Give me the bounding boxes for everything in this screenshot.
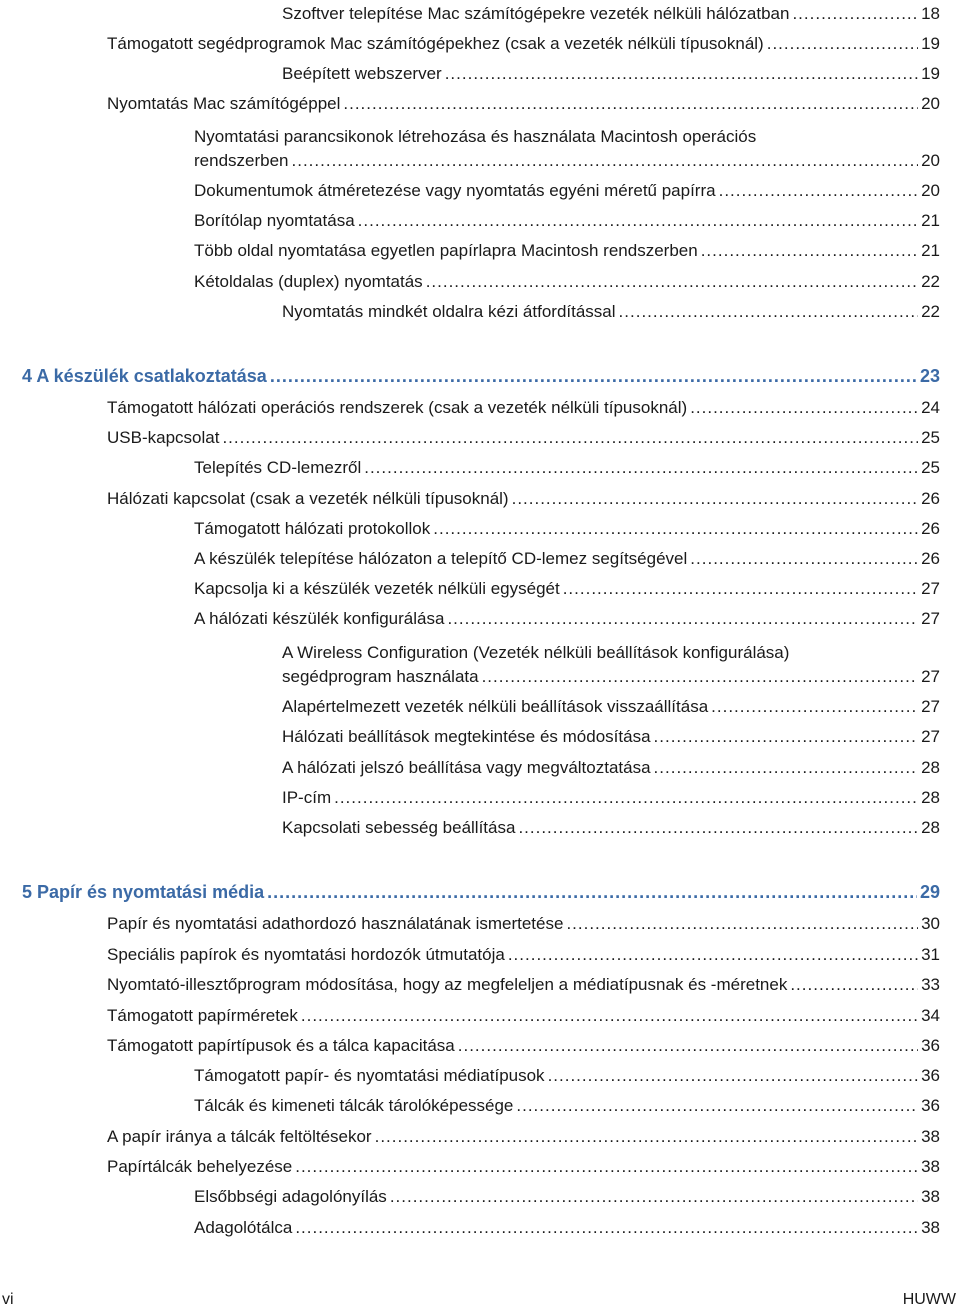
toc-entry[interactable]	[107, 33, 940, 55]
toc-entry[interactable]	[194, 180, 940, 202]
toc-leader-dots	[719, 180, 918, 202]
toc-entry[interactable]	[282, 3, 940, 25]
toc-leader-dots	[222, 427, 918, 449]
toc-leader-dots	[390, 1186, 918, 1208]
toc-entry[interactable]	[194, 1186, 940, 1208]
toc-leader-dots	[516, 1095, 918, 1117]
toc-entry[interactable]	[194, 608, 940, 630]
toc-chapter-page: 23	[919, 366, 940, 386]
toc-entry-page: 22	[921, 302, 940, 321]
toc-entry-title: Kapcsolati sebesség beállítása	[282, 818, 516, 837]
toc-leader-dots	[619, 301, 919, 323]
toc-entry-title-line1: Nyomtatási parancsikonok létrehozása és használata Macintosh operációs	[194, 127, 757, 146]
toc-entry-page: 18	[921, 4, 940, 23]
toc-leader-dots	[563, 578, 918, 600]
toc-leader-dots	[433, 518, 918, 540]
toc-entry-title: Telepítés CD-lemezről	[194, 458, 362, 477]
toc-leader-dots	[711, 696, 918, 718]
toc-entry[interactable]	[107, 1156, 940, 1178]
toc-entry[interactable]	[282, 787, 940, 809]
toc-entry[interactable]	[107, 397, 940, 419]
toc-leader-dots	[295, 1156, 918, 1178]
toc-entry-title: Elsőbbségi adagolónyílás	[194, 1187, 387, 1206]
toc-entry-title: rendszerben	[194, 151, 289, 170]
toc-entry-page: 19	[921, 34, 940, 53]
toc-entry[interactable]	[107, 1005, 940, 1027]
toc-entry[interactable]	[107, 974, 940, 996]
toc-entry-title: A készülék telepítése hálózaton a telepítő CD-lemez segítségével	[194, 549, 688, 568]
toc-entry-page: 19	[921, 64, 940, 83]
toc-leader-dots	[343, 93, 918, 115]
toc-entry-page: 20	[921, 94, 940, 113]
toc-leader-dots	[458, 1035, 918, 1057]
toc-entry-title: IP-cím	[282, 788, 332, 807]
toc-entry[interactable]	[282, 63, 940, 85]
toc-entry-page: 36	[921, 1096, 940, 1115]
toc-leader-dots	[767, 33, 918, 55]
toc-entry-page: 27	[921, 697, 940, 716]
toc-leader-dots	[301, 1005, 918, 1027]
footer-locale-code: HUWW	[902, 1291, 956, 1308]
toc-entry-title: Dokumentumok átméretezése vagy nyomtatás egyéni méretű papírra	[194, 181, 716, 200]
toc-entry-page: 38	[921, 1157, 940, 1176]
toc-leader-dots	[690, 397, 918, 419]
toc-entry-page: 25	[921, 458, 940, 477]
toc-entry[interactable]	[194, 518, 940, 540]
toc-entry-page: 28	[921, 788, 940, 807]
toc-entry[interactable]	[107, 913, 940, 935]
toc-entry-title: segédprogram használata	[282, 667, 479, 686]
toc-entry[interactable]	[194, 240, 940, 262]
toc-entry[interactable]	[282, 817, 940, 839]
toc-leader-dots	[358, 210, 918, 232]
toc-entry[interactable]	[282, 726, 940, 748]
toc-entry-title: Támogatott hálózati operációs rendszerek (csak a vezeték nélküli típusoknál)	[107, 398, 688, 417]
toc-entry[interactable]	[194, 271, 940, 293]
toc-leader-dots	[792, 3, 918, 25]
toc-leader-dots	[518, 817, 918, 839]
toc-entry-page: 33	[921, 975, 940, 994]
toc-entry-page: 26	[921, 519, 940, 538]
toc-entry[interactable]	[107, 427, 940, 449]
toc-entry-page: 22	[921, 272, 940, 291]
toc-entry-title: Hálózati beállítások megtekintése és módosítása	[282, 727, 651, 746]
toc-entry[interactable]	[282, 696, 940, 718]
toc-entry-title: Alapértelmezett vezeték nélküli beállítások visszaállítása	[282, 697, 709, 716]
toc-entry[interactable]	[107, 1126, 940, 1148]
toc-entry-page: 30	[921, 914, 940, 933]
toc-entry[interactable]	[194, 1065, 940, 1087]
toc-entry-page: 38	[921, 1127, 940, 1146]
toc-leader-dots	[690, 548, 918, 570]
toc-entry[interactable]	[194, 578, 940, 600]
toc-entry-title: Nyomtató-illesztőprogram módosítása, hogy az megfeleljen a médiatípusnak és -méretnek	[107, 975, 788, 994]
toc-leader-dots	[701, 240, 918, 262]
page-number: vi	[2, 1291, 14, 1308]
toc-entry-page: 21	[921, 211, 940, 230]
toc-entry[interactable]	[107, 93, 940, 115]
toc-entry-title: Hálózati kapcsolat (csak a vezeték nélküli típusoknál)	[107, 489, 509, 508]
toc-entry-title: A hálózati jelszó beállítása vagy megváltoztatása	[282, 758, 651, 777]
toc-entry-page: 20	[921, 181, 940, 200]
toc-entry[interactable]	[194, 548, 940, 570]
toc-leader-dots	[482, 666, 919, 688]
toc-entry-title: USB-kapcsolat	[107, 428, 220, 447]
toc-entry-title: Támogatott segédprogramok Mac számítógépekhez (csak a vezeték nélküli típusoknál)	[107, 34, 764, 53]
toc-entry-title: Tálcák és kimeneti tálcák tárolóképessége	[194, 1096, 514, 1115]
toc-entry[interactable]	[282, 757, 940, 779]
toc-entry[interactable]	[194, 457, 940, 479]
toc-entry-page: 25	[921, 428, 940, 447]
toc-entry-page: 28	[921, 818, 940, 837]
toc-entry-page: 34	[921, 1006, 940, 1025]
toc-entry-title: Támogatott hálózati protokollok	[194, 519, 431, 538]
toc-entry-page: 27	[921, 579, 940, 598]
toc-entry-title: Speciális papírok és nyomtatási hordozók útmutatója	[107, 945, 505, 964]
toc-leader-dots	[566, 913, 918, 935]
toc-entry[interactable]	[107, 1035, 940, 1057]
toc-chapter-heading[interactable]	[22, 881, 940, 903]
toc-leader-dots	[334, 787, 918, 809]
toc-entry-title: Nyomtatás Mac számítógéppel	[107, 94, 341, 113]
toc-entry-page: 36	[921, 1066, 940, 1085]
toc-leader-dots	[445, 63, 918, 85]
toc-entry-page: 36	[921, 1036, 940, 1055]
toc-entry-page: 21	[921, 241, 940, 260]
toc-entry-page: 28	[921, 758, 940, 777]
toc-leader-dots	[512, 488, 918, 510]
toc-entry-page: 31	[921, 945, 940, 964]
toc-entry-title: Támogatott papírtípusok és a tálca kapacitása	[107, 1036, 455, 1055]
toc-entry-title: Támogatott papírméretek	[107, 1006, 298, 1025]
toc-entry[interactable]	[107, 944, 940, 966]
toc-leader-dots	[654, 757, 919, 779]
toc-entry-title: Kapcsolja ki a készülék vezeték nélküli egységét	[194, 579, 560, 598]
toc-entry-page: 26	[921, 549, 940, 568]
toc-leader-dots	[426, 271, 918, 293]
toc-leader-dots	[447, 608, 918, 630]
toc-entry-title: Borítólap nyomtatása	[194, 211, 355, 230]
toc-entry-title: Nyomtatás mindkét oldalra kézi átfordítással	[282, 302, 616, 321]
toc-entry-title: Papírtálcák behelyezése	[107, 1157, 293, 1176]
toc-leader-dots	[295, 1217, 918, 1239]
toc-entry[interactable]	[194, 1095, 940, 1117]
toc-chapter-page: 29	[919, 882, 940, 902]
toc-entry-title: Adagolótálca	[194, 1218, 293, 1237]
toc-entry[interactable]	[194, 210, 940, 232]
toc-leader-dots	[548, 1065, 919, 1087]
toc-entry[interactable]	[282, 639, 940, 688]
toc-chapter-title: 4 A készülék csatlakoztatása	[22, 366, 267, 386]
toc-leader-dots	[364, 457, 918, 479]
toc-entry-title: A hálózati készülék konfigurálása	[194, 609, 445, 628]
toc-chapter-title: 5 Papír és nyomtatási média	[22, 882, 265, 902]
toc-entry-page: 27	[921, 667, 940, 686]
toc-entry-title: Beépített webszerver	[282, 64, 442, 83]
toc-entry-title: Papír és nyomtatási adathordozó használatának ismertetése	[107, 914, 564, 933]
toc-entry-page: 27	[921, 609, 940, 628]
toc-leader-dots	[375, 1126, 918, 1148]
toc-entry-page: 38	[921, 1187, 940, 1206]
toc-leader-dots	[654, 726, 919, 748]
toc-chapter-heading[interactable]	[22, 365, 940, 387]
toc-entry-title: Több oldal nyomtatása egyetlen papírlapra Macintosh rendszerben	[194, 241, 698, 260]
toc-entry-page: 38	[921, 1218, 940, 1237]
toc-entry[interactable]	[194, 1217, 940, 1239]
toc-entry-title: Támogatott papír- és nyomtatási médiatípusok	[194, 1066, 545, 1085]
toc-entry-title-line1: A Wireless Configuration (Vezeték nélküli beállítások konfigurálása)	[282, 643, 790, 662]
toc-leader-dots	[790, 974, 918, 996]
toc-entry[interactable]	[282, 301, 940, 323]
toc-entry-page: 24	[921, 398, 940, 417]
toc-leader-dots	[270, 365, 917, 387]
toc-entry-title: Kétoldalas (duplex) nyomtatás	[194, 272, 423, 291]
toc-entry-page: 26	[921, 489, 940, 508]
toc-entry-title: A papír iránya a tálcák feltöltésekor	[107, 1127, 372, 1146]
toc-leader-dots	[508, 944, 918, 966]
toc-entry[interactable]	[107, 488, 940, 510]
toc-entry-page: 27	[921, 727, 940, 746]
toc-entry-page: 20	[921, 151, 940, 170]
toc-leader-dots	[292, 150, 919, 172]
toc-entry[interactable]	[194, 123, 940, 172]
toc-leader-dots	[267, 881, 917, 903]
toc-entry-title: Szoftver telepítése Mac számítógépekre vezeték nélküli hálózatban	[282, 4, 790, 23]
